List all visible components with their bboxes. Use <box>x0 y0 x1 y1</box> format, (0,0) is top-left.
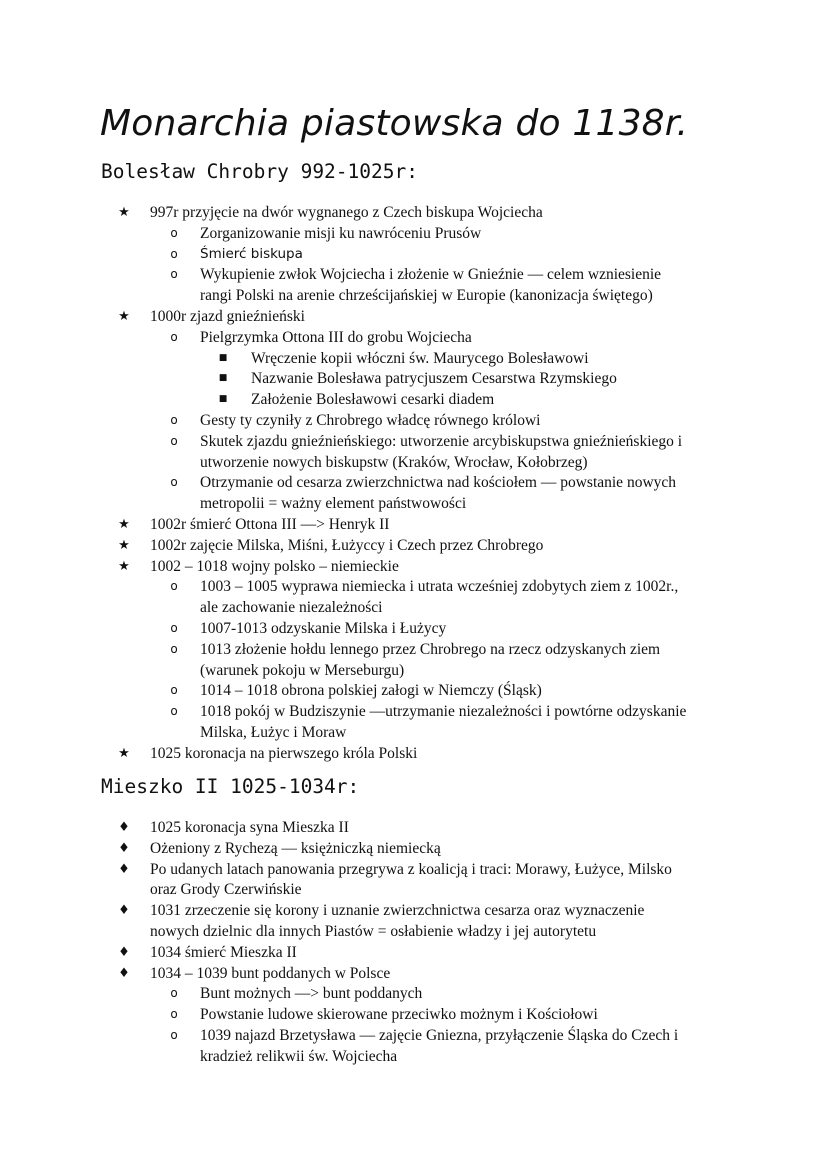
star-bullet-icon: ★ <box>118 205 130 220</box>
list-item: 1014 – 1018 obrona polskiej załogi w Niemczy (Śląsk) <box>200 682 542 700</box>
list-item: Otrzymanie od cesarza zwierzchnictwa nad kościołem — powstanie nowych <box>200 474 677 492</box>
list-item: 1034 – 1039 bunt poddanych w Polsce <box>150 964 391 982</box>
diamond-bullet-icon: ♦ <box>118 965 130 981</box>
diamond-bullet-icon: ♦ <box>118 861 130 877</box>
circle-bullet-icon: o <box>170 225 178 240</box>
diamond-bullet-icon: ♦ <box>118 903 130 919</box>
list-item: Zorganizowanie misji ku nawróceniu Prusów <box>200 224 482 242</box>
list-item: 1034 śmierć Mieszka II <box>150 943 297 961</box>
circle-bullet-icon: o <box>170 704 178 719</box>
list-item: Po udanych latach panowania przegrywa z koalicją i traci: Morawy, Łużyce, Milsko <box>150 860 672 878</box>
list-item: 1002r zajęcie Milska, Miśni, Łużyccy i Czech przez Chrobrego <box>150 536 544 554</box>
circle-bullet-icon: o <box>170 579 178 594</box>
list-item: Gesty ty czyniły z Chrobrego władcę równego królowi <box>200 412 541 429</box>
circle-bullet-icon: o <box>170 433 178 448</box>
circle-bullet-icon: o <box>170 246 178 261</box>
list-item: 1025 koronacja na pierwszego króla Polski <box>150 744 418 762</box>
list-item-continuation: (warunek pokoju w Merseburgu) <box>200 661 405 679</box>
list-item: Skutek zjazdu gnieźnieńskiego: utworzenie arcybiskupstwa gnieźnieńskiego i <box>200 432 683 450</box>
list-item-continuation: rangi Polski na arenie chrześcijańskiej w Europie (kanonizacja świętego) <box>200 287 653 305</box>
star-bullet-icon: ★ <box>118 745 130 761</box>
list-item-continuation: metropolii = ważny element państwowości <box>200 495 467 513</box>
circle-bullet-icon: o <box>170 1028 178 1042</box>
list-item: 1007-1013 odzyskanie Milska i Łużycy <box>200 620 447 637</box>
list-item: 1002 – 1018 wojny polsko – niemieckie <box>150 557 399 575</box>
circle-bullet-icon: o <box>170 683 178 698</box>
list-item: Założenie Bolesławowi cesarki diadem <box>251 391 495 409</box>
list-item-continuation: ale zachowanie niezależności <box>200 599 383 617</box>
circle-bullet-icon: o <box>170 413 178 427</box>
list-item: 1013 złożenie hołdu lennego przez Chrobrego na rzecz odzyskanych ziem <box>200 640 661 658</box>
list-item-continuation: Milska, Łużyc i Moraw <box>200 724 347 741</box>
star-bullet-icon: ★ <box>118 537 130 553</box>
section-heading: Mieszko II 1025-1034r: <box>101 775 360 798</box>
list-item: 1003 – 1005 wyprawa niemiecka i utrata wcześniej zdobytych ziem z 1002r., <box>200 578 679 596</box>
list-item: 1000r zjazd gnieźnieński <box>150 308 305 325</box>
list-item: Pielgrzymka Ottona III do grobu Wojciecha <box>200 328 472 346</box>
star-bullet-icon: ★ <box>118 309 130 324</box>
list-item: 1025 koronacja syna Mieszka II <box>150 819 349 836</box>
circle-bullet-icon: o <box>170 986 178 1001</box>
list-item: 1031 zrzeczenie się korony i uznanie zwierzchnictwa cesarza oraz wyznaczenie <box>150 902 645 920</box>
diamond-bullet-icon: ♦ <box>118 820 130 835</box>
list-item: 997r przyjęcie na dwór wygnanego z Czech biskupa Wojciecha <box>150 204 543 221</box>
list-item: Bunt możnych —> bunt poddanych <box>200 985 423 1003</box>
square-bullet-icon: ■ <box>218 394 228 405</box>
list-item: Wykupienie zwłok Wojciecha i złożenie w Gnieźnie — celem wzniesienie <box>200 266 662 284</box>
list-item-continuation: nowych dzielnic dla innych Piastów = osłabienie władzy i jej autorytetu <box>150 923 597 940</box>
star-bullet-icon: ★ <box>118 558 130 574</box>
list-item-continuation: kradzież relikwii św. Wojciecha <box>200 1047 398 1065</box>
circle-bullet-icon: o <box>170 267 178 282</box>
circle-bullet-icon: o <box>170 641 178 656</box>
circle-bullet-icon: o <box>170 1007 178 1022</box>
circle-bullet-icon: o <box>170 621 178 635</box>
star-bullet-icon: ★ <box>118 517 130 532</box>
circle-bullet-icon: o <box>170 475 178 490</box>
list-item: Powstanie ludowe skierowane przeciwko możnym i Kościołowi <box>200 1006 598 1024</box>
list-item: Ożeniony z Rychezą — księżniczką niemiecką <box>150 839 441 857</box>
list-item: 1039 najazd Brzetysława — zajęcie Gniezna, przyłączenie Śląska do Czech i <box>200 1027 679 1044</box>
list-item: 1018 pokój w Budziszynie —utrzymanie niezależności i powtórne odzyskanie <box>200 703 687 721</box>
square-bullet-icon: ■ <box>218 352 228 363</box>
diamond-bullet-icon: ♦ <box>118 944 130 960</box>
diamond-bullet-icon: ♦ <box>118 840 130 856</box>
list-item: Nazwanie Bolesława patrycjuszem Cesarstwa Rzymskiego <box>251 370 617 388</box>
list-item: 1002r śmierć Ottona III —> Henryk II <box>150 516 390 533</box>
list-item-continuation: oraz Grody Czerwińskie <box>150 881 302 899</box>
square-bullet-icon: ■ <box>218 373 228 384</box>
circle-bullet-icon: o <box>170 329 178 344</box>
list-item: Śmierć biskupa <box>200 245 303 262</box>
list-item: Wręczenie kopii włóczni św. Maurycego Bolesławowi <box>251 349 589 367</box>
list-item-continuation: utworzenie nowych biskupstw (Kraków, Wrocław, Kołobrzeg) <box>200 453 588 471</box>
section-heading: Bolesław Chrobry 992-1025r: <box>101 160 418 183</box>
page-title: Monarchia piastowska do 1138r. <box>100 103 689 144</box>
